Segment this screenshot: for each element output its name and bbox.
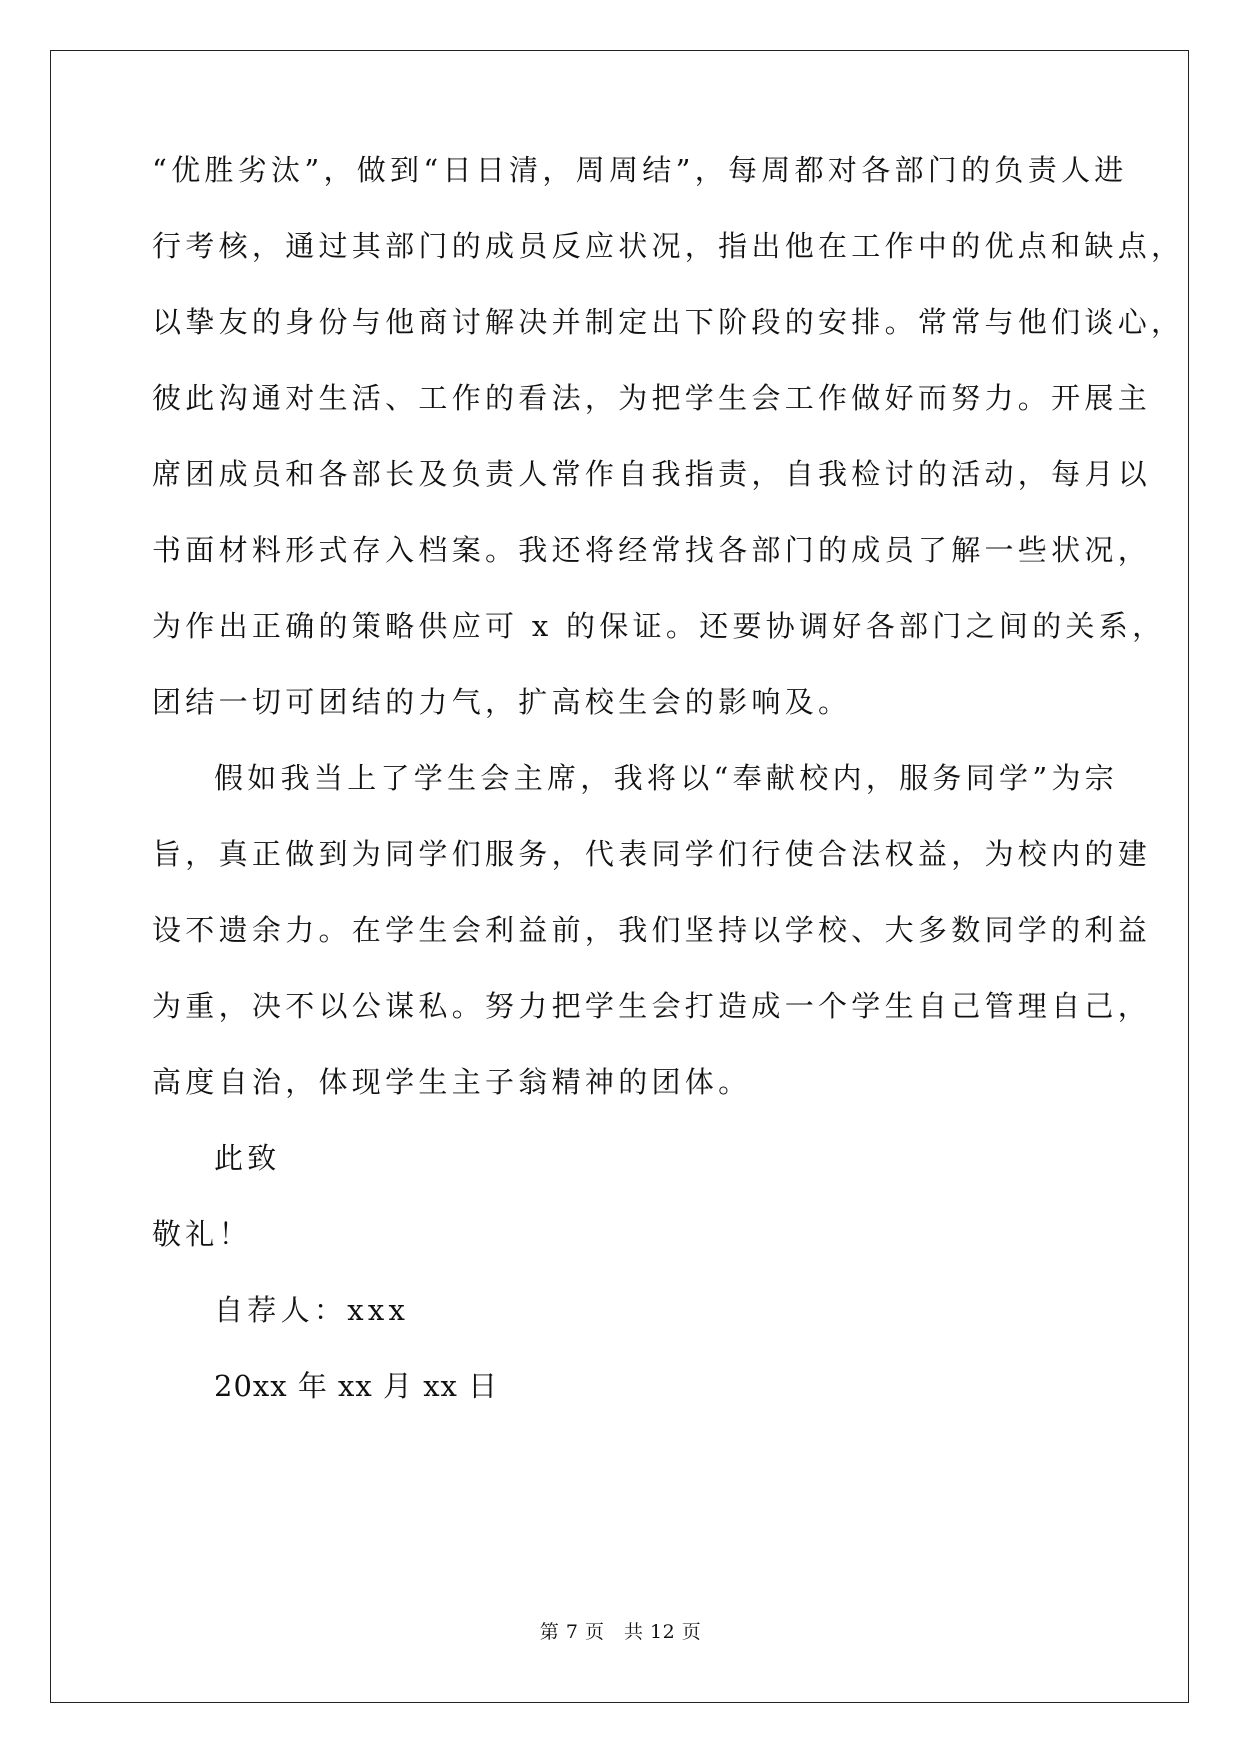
text-line: 席团成员和各部长及负责人常作自我指责，自我检讨的活动，每月以 — [152, 457, 1152, 491]
text-line: 彼此沟通对生活、工作的看法，为把学生会工作做好而努力。开展主 — [152, 381, 1152, 415]
text-line: 为作出正确的策略供应可 x 的保证。还要协调好各部门之间的关系， — [152, 609, 1166, 643]
page-border — [50, 50, 1189, 1703]
text-line: 行考核，通过其部门的成员反应状况，指出他在工作中的优点和缺点， — [152, 229, 1185, 263]
text-line: 设不遗余力。在学生会利益前，我们坚持以学校、大多数同学的利益 — [152, 913, 1152, 947]
text-line: 以挚友的身份与他商讨解决并制定出下阶段的安排。常常与他们谈心， — [152, 305, 1185, 339]
signer: 自荐人：xxx — [214, 1293, 410, 1327]
page-footer: 第 7 页 共 12 页 — [539, 1621, 702, 1643]
date: 20xx 年 xx 月 xx 日 — [214, 1369, 499, 1403]
closing-regards: 此致 — [214, 1141, 281, 1175]
text-line: 为重，决不以公谋私。努力把学生会打造成一个学生自己管理自己， — [152, 989, 1152, 1023]
text-line: 书面材料形式存入档案。我还将经常找各部门的成员了解一些状况， — [152, 533, 1152, 567]
closing-salute: 敬礼！ — [152, 1217, 252, 1251]
text-line: 团结一切可团结的力气，扩高校生会的影响及。 — [152, 685, 852, 719]
text-line: 高度自治，体现学生主子翁精神的团体。 — [152, 1065, 752, 1099]
text-line: “优胜劣汰”，做到“日日清，周周结”，每周都对各部门的负责人进 — [152, 153, 1128, 187]
text-line: 旨，真正做到为同学们服务，代表同学们行使合法权益，为校内的建 — [152, 837, 1152, 871]
text-line: 假如我当上了学生会主席，我将以“奉献校内，服务同学”为宗 — [214, 761, 1119, 795]
